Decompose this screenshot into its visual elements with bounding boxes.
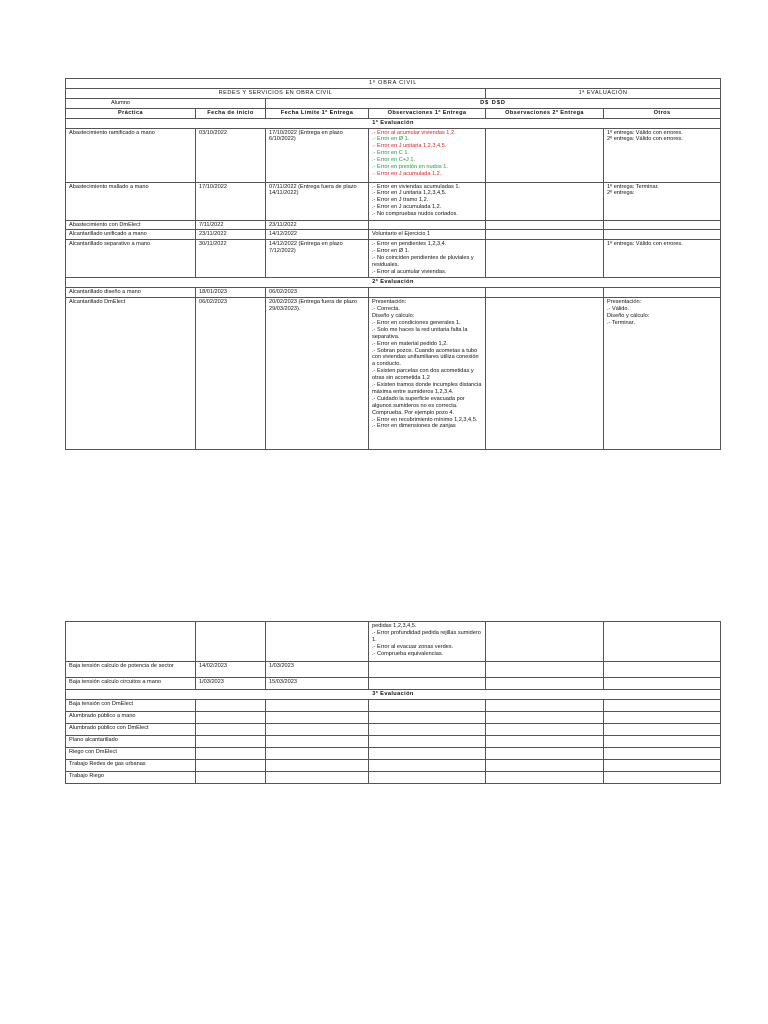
observations-2 [486,128,604,182]
observation-line: .- Error en J acumulada 1,2. [372,204,442,211]
other-notes [604,735,721,747]
observations-2 [486,220,604,230]
practice-name: Baja tensión con DmElect [66,699,196,711]
other-notes [604,678,721,690]
table-row [66,622,721,662]
start-date [196,723,266,735]
deadline: 06/02/2023 [266,288,369,298]
practice-name: Alcantarillado unificado a mano [66,230,196,240]
module-name: REDES Y SERVICIOS EN OBRA CIVIL [66,88,486,98]
start-date: 03/10/2022 [196,128,266,182]
other-note-line: 2º entrega: [607,190,635,197]
table-row [66,678,721,690]
observations-2 [486,771,604,783]
other-notes [604,298,721,450]
deadline [266,735,369,747]
other-note-line: 1º entrega: Válido con errores. [607,241,683,248]
header-practica: Práctica [66,108,196,118]
deadline: 20/02/2023 (Entrega fuera de plazo 29/03/2023). [266,298,369,450]
practice-name: Alcantarillado diseño a mano [66,288,196,298]
observations-1 [369,220,486,230]
observations-2 [486,699,604,711]
table-row [66,747,721,759]
observation-line: .- Error al acumular viviendas. [372,268,447,275]
deadline [266,747,369,759]
deadline: 17/10/2022 (Entrega en plazo 6/10/2022) [266,128,369,182]
practice-name: Baja tensión calculo de potencia de sector [66,662,196,678]
observation-line: Diseño y cálculo: [372,312,415,319]
other-note-line: 1º entrega: Terminar. [607,183,659,190]
start-date: 23/11/2022 [196,230,266,240]
observation-line: Presentación: [372,299,407,306]
practice-name: Riego con DmElect [66,747,196,759]
observations-1 [369,128,486,182]
observation-line: .- Error en C+J 1. [372,157,416,164]
section-evaluation-2: 2ª Evaluación [66,278,721,288]
other-notes [604,128,721,182]
table-row [66,771,721,783]
observation-line: .- No coinciden pendientes de pluviales y residuales. [372,255,476,269]
start-date: 18/01/2023 [196,288,266,298]
other-notes [604,771,721,783]
start-date [196,735,266,747]
other-notes [604,240,721,278]
observation-line: .- Existen parcelas con dos acometidas y otras sin acometida 1,2 [372,368,476,382]
observations-1 [369,662,486,678]
observations-1 [369,735,486,747]
observations-2 [486,298,604,450]
start-date [196,759,266,771]
start-date: 7/11/2022 [196,220,266,230]
grades-table-page-2 [65,621,721,784]
other-notes [604,711,721,723]
observation-line: .- Error en presión en nudos 1. [372,164,448,171]
observation-line: .- Error al acumular viviendas 1,2. [372,129,456,136]
table-row [66,759,721,771]
practice-name: Alumbrado público con DmElect [66,723,196,735]
header-fecha-limite: Fecha Límite 1ª Entrega [266,108,369,118]
observations-2 [486,735,604,747]
observations-1 [369,678,486,690]
observations-2 [486,288,604,298]
deadline: 07/11/2022 (Entrega fuera de plazo 14/11/2022) [266,182,369,220]
other-notes [604,182,721,220]
start-date [196,771,266,783]
practice-name: Alcantarillado separativo a mano [66,240,196,278]
other-notes [604,230,721,240]
practice-name: Alumbrado público a mano [66,711,196,723]
table-row [66,298,721,450]
student-name: D$ D$D [266,98,721,108]
observation-line: .- Error en viviendas acumuladas 1. [372,183,460,190]
section-evaluation-1: 1ª Evaluación [66,118,721,128]
other-notes [604,220,721,230]
deadline [266,723,369,735]
start-date [196,699,266,711]
table-row [66,220,721,230]
observations-2 [486,230,604,240]
table-row [66,288,721,298]
observations-1 [369,240,486,278]
table-row [66,711,721,723]
practice-name: Abastecimiento con DmElect [66,220,196,230]
practice-name: Baja tensión calculo circuitos a mano [66,678,196,690]
other-notes [604,759,721,771]
continued-observations: pedidas 1,2,3,4,5. .- Error profundidad pedida rejillas sumidero 1. .- Error al evacuar zonas verdes. .- Comprueba equivalencias. [369,622,486,662]
other-notes [604,662,721,678]
deadline: 1/03/2023 [266,662,369,678]
deadline: 15/03/2023 [266,678,369,690]
table-row [66,128,721,182]
table-row [66,699,721,711]
table-row [66,182,721,220]
start-date [196,747,266,759]
other-notes [604,723,721,735]
evaluation-title: 1ª EVALUACIÓN [486,88,721,98]
start-date: 30/11/2022 [196,240,266,278]
practice-name: Plano alcantarillado [66,735,196,747]
header-otros: Otros [604,108,721,118]
deadline: 14/12/2022 (Entrega en plazo 7/12/2022) [266,240,369,278]
deadline: 23/11/2022 [266,220,369,230]
observations-1 [369,771,486,783]
start-date [196,711,266,723]
observations-1 [369,723,486,735]
observation-line: .- Error en J tramo 1,2. [372,197,429,204]
observations-2 [486,182,604,220]
observations-1 [369,759,486,771]
observations-2 [486,723,604,735]
observation-line: .- Solo me haces la red unitaria falta la separativa. [372,326,470,340]
observations-2 [486,747,604,759]
observations-1 [369,182,486,220]
practice-name: Abastecimiento mallado a mano [66,182,196,220]
table-row [66,240,721,278]
observation-line: .- Cuidado la superficie evacuada por algunos sumideros no es correcta. Comprueba. Por ejemplo pozo 4. [372,395,467,416]
practice-name: Alcantarillado DmElect [66,298,196,450]
observation-line: Voluntario el Ejercicio 1 [372,231,431,238]
header-observaciones-2: Observaciones 2ª Entrega [486,108,604,118]
observations-1 [369,288,486,298]
table-row [66,735,721,747]
column-headers [66,108,721,118]
deadline [266,711,369,723]
course-title: 1º OBRA CIVIL [66,79,721,89]
practice-name: Abastecimiento ramificado a mano [66,128,196,182]
student-label: Alumno [66,98,266,108]
observation-line: .- Error en material pedido 1,2. [372,340,448,347]
other-note-line: .- Válido. [607,306,630,313]
practice-name: Trabajo Redes de gas urbanas [66,759,196,771]
observation-line: .- Error en J unitaria 1,2,3,4,5. [372,190,447,197]
deadline [266,771,369,783]
observations-2 [486,711,604,723]
observations-2 [486,678,604,690]
table-row [66,662,721,678]
other-notes [604,747,721,759]
other-note-line: 1º entrega: Válido con errores. [607,129,683,136]
observations-1 [369,699,486,711]
table-row [66,230,721,240]
deadline: 14/12/2022 [266,230,369,240]
other-note-line: Presentación: [607,299,642,306]
deadline [266,699,369,711]
other-note-line: Diseño y cálculo: [607,312,650,319]
observation-line: .- Error en recubrimiento mínimo 1,2,3,4,5. [372,416,478,423]
observations-1 [369,298,486,450]
header-fecha-inicio: Fecha de inicio [196,108,266,118]
observation-line: .- Sobran pozos. Cuando acometas a tubo con viviendas unifamiliares utiliza conexión a conducto. [372,347,481,368]
observation-line: .- Existen tramos donde incumples distancia máxima entre sumideros 1,2,3,4. [372,382,484,395]
observation-line: .- Correcta. [372,306,400,313]
observation-line: .- Error en pendientes 1,2,3,4. [372,241,447,248]
start-date: 1/03/2023 [196,678,266,690]
observations-1 [369,747,486,759]
observation-line: .- Error en J acumulada 1,2. [372,170,442,177]
observations-1 [369,230,486,240]
other-notes [604,288,721,298]
header-observaciones-1: Observaciones 1ª Entrega [369,108,486,118]
deadline [266,759,369,771]
observations-1 [369,711,486,723]
other-notes [604,699,721,711]
observations-2 [486,240,604,278]
section-evaluation-3: 3ª Evaluación [66,690,721,700]
grades-table-page-1 [65,78,721,450]
table-row [66,723,721,735]
observations-2 [486,662,604,678]
observation-line: .- Error en C 1. [372,150,409,157]
observation-line: .- Error en J unitaria 1,2,3,4,5. [372,143,447,150]
observation-line: .- Error en condiciones generales 1. [372,319,461,326]
observation-line: .- Error en Ø 1. [372,136,410,143]
observation-line: .- Error en Ø 1. [372,248,410,255]
observations-2 [486,759,604,771]
observation-line: .- Error en dimensiones de zanjas [372,423,456,430]
observation-line: .- No compruebas nudos cortados. [372,211,458,218]
other-note-line: .- Terminar. [607,319,635,326]
start-date: 14/02/2023 [196,662,266,678]
start-date: 06/02/2023 [196,298,266,450]
start-date: 17/10/2022 [196,182,266,220]
practice-name: Trabajo Riego [66,771,196,783]
other-note-line: 2º entrega: Válido con errores. [607,136,683,143]
